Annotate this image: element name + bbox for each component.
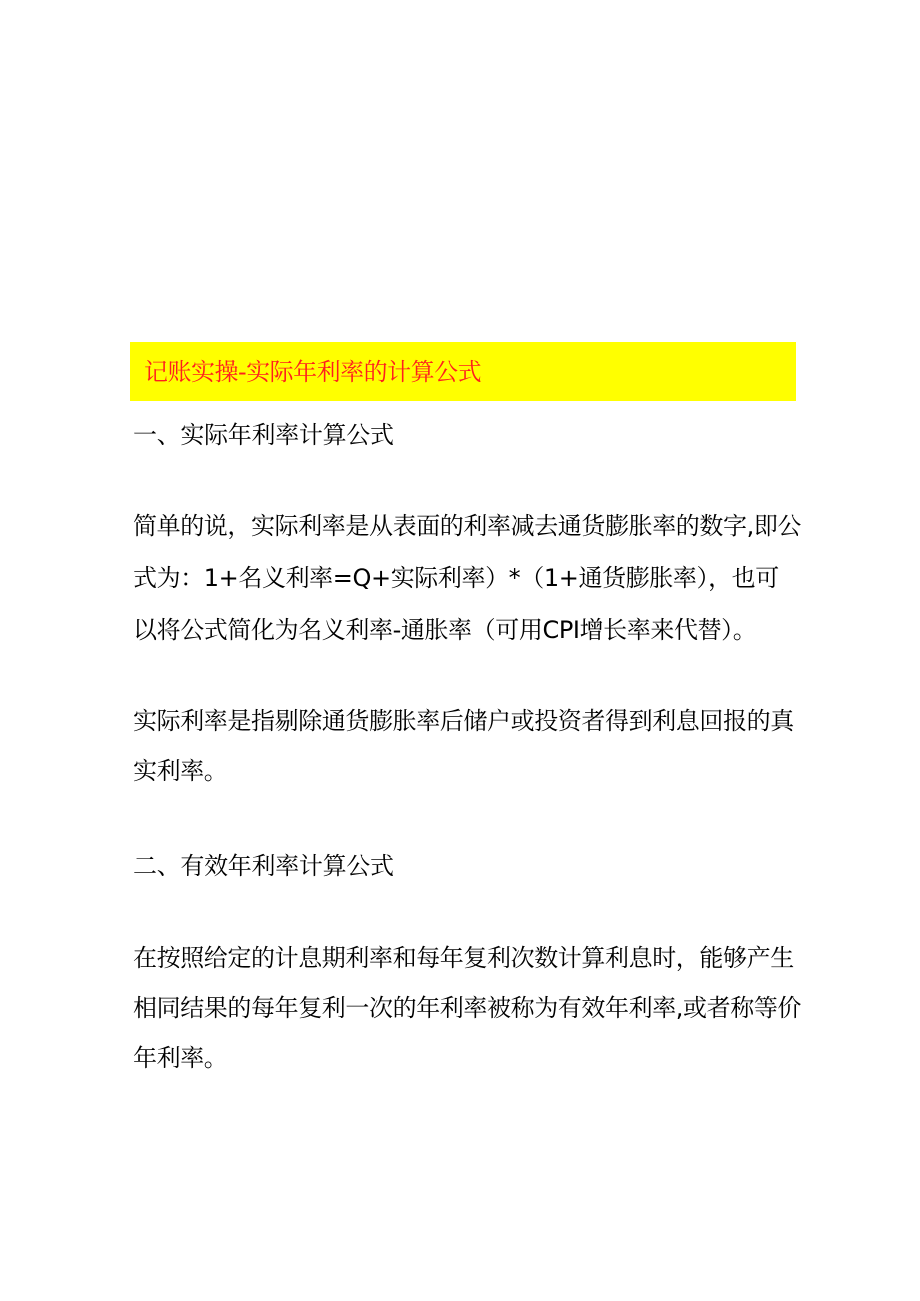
paragraph-line: 实利率。 — [133, 757, 228, 785]
section-heading-2: 二、有效年利率计算公式 — [133, 852, 394, 880]
paragraph-line: 相同结果的每年复利一次的年利率被称为有效年利率,或者称等价 — [133, 994, 802, 1022]
title-banner — [130, 342, 796, 401]
paragraph-line: 式为：1+名义利率=Q+实际利率）*（1+通货膨胀率），也可 — [133, 564, 779, 592]
document-title: 记账实操-实际年利率的计算公式 — [144, 357, 482, 386]
paragraph-line: 以将公式简化为名义利率-通胀率（可用CPI增长率来代替）。 — [133, 616, 757, 644]
paragraph-line: 在按照给定的计息期利率和每年复利次数计算利息时，能够产生 — [133, 944, 794, 972]
section-heading-1: 一、实际年利率计算公式 — [133, 421, 394, 449]
paragraph-line: 实际利率是指剔除通货膨胀率后储户或投资者得到利息回报的真 — [133, 707, 794, 735]
paragraph-line: 年利率。 — [133, 1044, 228, 1072]
paragraph-line: 简单的说，实际利率是从表面的利率减去通货膨胀率的数字,即公 — [133, 512, 802, 540]
